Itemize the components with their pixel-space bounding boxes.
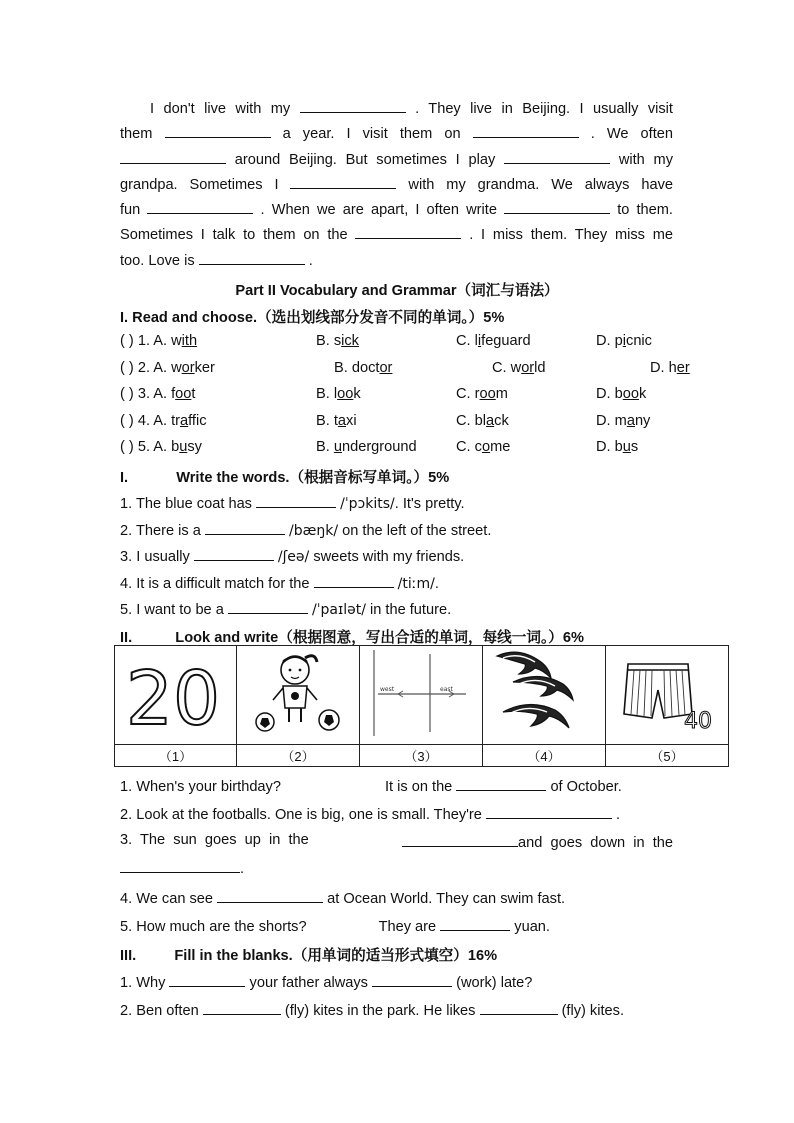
question-text: in the future. (365, 602, 452, 618)
choice-row (120, 413, 673, 431)
underlined-part: o (481, 439, 491, 455)
number-outline-image (121, 648, 231, 738)
price-tag-text: 40 (684, 708, 712, 734)
passage-text: with my grandma. We always have (408, 176, 673, 193)
dolphins-image (489, 648, 599, 738)
underlined-part: oo (622, 386, 639, 402)
passage-text: fun (120, 202, 141, 219)
answer-blank[interactable] (480, 1000, 558, 1015)
underlined-part: u (333, 439, 342, 455)
answer-blank[interactable] (456, 776, 546, 791)
question-text: . (434, 575, 439, 592)
question-text: 3. The sun goes up in the (120, 832, 309, 848)
phonetic-symbol: /tiːm/ (397, 575, 435, 592)
caption-row (115, 745, 729, 767)
question-text: 3. I usually (120, 549, 190, 565)
question-number: ( ) 1. A. (120, 333, 172, 349)
word-part: C. r (456, 386, 480, 402)
section-number: I. (120, 470, 129, 486)
passage-line (120, 148, 673, 173)
look-write-row (120, 916, 550, 935)
question-number: ( ) 2. A. (120, 359, 172, 376)
answer-blank[interactable] (355, 224, 461, 239)
question-text: 1. Why (120, 975, 166, 991)
question-text: It is on the (384, 779, 453, 795)
word-part: B. (316, 439, 334, 455)
underlined-part: or (379, 359, 393, 376)
underlined-part: a (626, 412, 635, 429)
word-part: tr (171, 412, 181, 429)
part-title: Part II Vocabulary and Grammar（词汇与语法） (235, 283, 559, 299)
section-number: II. (120, 630, 133, 646)
question-text: (fly) kites. (561, 1003, 624, 1019)
section-title-text: Write the words.（根据音标写单词。）5% (176, 470, 450, 486)
option-b[interactable] (316, 439, 417, 455)
answer-blank[interactable] (473, 123, 579, 138)
word-part: t (191, 386, 196, 402)
answer-blank[interactable] (300, 98, 406, 113)
look-write-row (120, 888, 565, 907)
question-text: yuan. (514, 919, 550, 935)
picture-caption: （1） (115, 745, 237, 767)
passage-text: to them. (617, 202, 673, 219)
underlined-part: oo (479, 386, 496, 402)
question-text: . (616, 807, 621, 823)
picture-caption: （4） (483, 745, 606, 767)
phonetic-row (120, 546, 464, 565)
underlined-part: a (486, 412, 495, 429)
question-text: (fly) kites in the park. He likes (284, 1003, 476, 1019)
underlined-part: or (181, 359, 195, 376)
word-part: w (171, 359, 182, 376)
answer-blank[interactable] (228, 599, 308, 614)
picture-shorts (606, 646, 729, 745)
answer-blank[interactable] (217, 888, 323, 903)
word-part: B. doct (334, 359, 380, 376)
option-b[interactable] (316, 333, 359, 349)
word-part: B. s (316, 333, 342, 349)
question-text: 2. There is a (120, 522, 201, 539)
word-part: sy (187, 439, 202, 455)
picture-caption: （2） (237, 745, 360, 767)
passage-text: . (308, 252, 313, 269)
phonetic-symbol: /ˈpaɪlət/ (311, 602, 366, 618)
option-b[interactable] (316, 386, 361, 402)
passage-line (120, 223, 673, 248)
passage-text: I don't live with my (150, 101, 291, 117)
word-part: b (171, 439, 180, 455)
underlined-part: i (622, 333, 627, 349)
underlined-part: oo (175, 386, 192, 402)
answer-blank[interactable] (504, 149, 610, 164)
word-part: feguard (481, 333, 531, 349)
word-part: D. m (596, 412, 627, 429)
question-text: 4. We can see (120, 891, 214, 907)
section-read-choose-title: I. Read and choose.（选出划线部分发音不同的单词。）5% (120, 310, 505, 326)
word-part: xi (346, 412, 357, 429)
question-text: . It's pretty. (394, 496, 465, 512)
phonetic-row (120, 520, 491, 539)
underlined-part: or (521, 359, 535, 376)
passage-text: Sometimes I talk to them on the (120, 227, 348, 244)
passage-text: . I miss them. They miss me (469, 227, 673, 244)
passage-line (120, 122, 673, 147)
blank-group (402, 832, 673, 851)
answer-blank[interactable] (504, 199, 610, 214)
look-write-row-continued: . (120, 858, 244, 877)
word-part: ny (634, 412, 651, 429)
answer-blank[interactable] (120, 149, 226, 164)
question-text: 5. I want to be a (120, 602, 224, 618)
phonetic-row (120, 599, 451, 618)
passage-line (120, 173, 673, 198)
option-a[interactable] (120, 439, 202, 455)
question-number: ( ) 5. A. (120, 439, 172, 455)
question-text: on the left of the street. (338, 522, 492, 539)
question-text: 1. When's your birthday? (120, 779, 281, 795)
fill-blank-row (120, 1000, 624, 1019)
option-d[interactable] (596, 439, 638, 455)
answer-blank[interactable] (256, 493, 336, 508)
answer-blank[interactable] (372, 972, 452, 987)
question-text: 2. Ben often (120, 1003, 199, 1019)
answer-blank[interactable] (165, 123, 271, 138)
section-title-text: Fill in the blanks.（用单词的适当形式填空）16% (174, 948, 498, 964)
option-a[interactable] (120, 333, 197, 349)
underlined-part: a (337, 412, 347, 429)
choice-row (120, 439, 673, 457)
question-text: 1. The blue coat has (120, 496, 252, 512)
passage-line (120, 198, 673, 223)
underlined-part: ith (181, 333, 198, 349)
word-part: ffic (188, 412, 207, 429)
section-look-write-title (120, 626, 584, 647)
question-number: ( ) 4. A. (120, 412, 172, 429)
phonetic-symbol: /bæŋk/ (288, 522, 339, 539)
question-text: 2. Look at the footballs. One is big, one is small. They're (120, 807, 482, 823)
option-c[interactable] (492, 360, 546, 376)
answer-blank[interactable] (169, 972, 245, 987)
answer-blank[interactable] (147, 199, 253, 214)
word-part: C. w (492, 359, 522, 376)
picture-number-twenty (115, 646, 237, 745)
option-d[interactable] (596, 333, 652, 349)
word-part: C. c (456, 439, 482, 455)
question-text: (work) late? (456, 975, 533, 991)
phonetic-row (120, 493, 465, 512)
question-text: your father always (249, 975, 368, 991)
word-part: k (639, 386, 647, 402)
answer-blank[interactable] (290, 174, 396, 189)
section-title-text: Look and write（根据图意，写出合适的单词，每线一词。）6% (175, 630, 584, 646)
word-part: m (495, 386, 508, 402)
answer-blank[interactable] (199, 250, 305, 265)
passage-line (120, 249, 673, 274)
section-write-words-title (120, 466, 449, 487)
passage-text: them (120, 126, 153, 143)
phonetic-symbol: /ʃeə/ (277, 549, 310, 565)
option-d[interactable] (650, 360, 690, 376)
question-text: They are (378, 919, 437, 935)
answer-blank[interactable] (205, 520, 285, 535)
passage-text: . We often (590, 126, 674, 143)
word-part: s (630, 439, 639, 455)
option-d[interactable] (596, 386, 646, 402)
word-part: nderground (341, 439, 417, 455)
word-part: me (490, 439, 511, 455)
underlined-part: u (179, 439, 188, 455)
section-number: III. (120, 948, 137, 964)
word-part: ck (494, 412, 509, 429)
passage-line (120, 97, 673, 122)
passage-text: around Beijing. But sometimes I play (234, 151, 496, 168)
passage-text: a year. I visit them on (282, 126, 461, 143)
picture-caption: （5） (606, 745, 729, 767)
picture-compass (360, 646, 483, 745)
word-part: D. b (596, 386, 623, 402)
word-part: C. bl (456, 412, 487, 429)
look-write-row (120, 832, 673, 851)
picture-girl-footballs (237, 646, 360, 745)
underlined-part: oo (337, 386, 354, 402)
question-text: of October. (550, 779, 622, 795)
option-c[interactable] (456, 413, 509, 429)
look-write-row (120, 776, 622, 795)
shorts-image (612, 648, 722, 738)
pic-number-text: 20 (125, 655, 220, 738)
picture-caption: （3） (360, 745, 483, 767)
word-part: B. t (316, 412, 338, 429)
phonetic-row (120, 573, 439, 592)
west-east-compass-image (366, 648, 476, 738)
word-part: ld (534, 359, 546, 376)
passage (120, 97, 673, 274)
passage-text: . When we are apart, I often write (260, 202, 497, 219)
west-label: west (380, 685, 395, 693)
word-part: D. h (650, 359, 677, 376)
choice-row (120, 333, 673, 351)
answer-blank[interactable] (120, 858, 240, 873)
word-part: B. l (316, 386, 338, 402)
question-text: 5. How much are the shorts? (120, 919, 307, 935)
question-text: 4. It is a difficult match for the (120, 575, 310, 592)
picture-dolphins (483, 646, 606, 745)
phonetic-symbol: /ˈpɔkits/ (340, 496, 395, 512)
word-part: D. p (596, 333, 623, 349)
passage-text: too. Love is (120, 252, 195, 269)
fill-blank-row (120, 972, 532, 991)
picture-table (114, 645, 729, 767)
answer-blank[interactable] (402, 832, 518, 847)
option-c[interactable] (456, 386, 508, 402)
answer-blank[interactable] (314, 573, 394, 588)
word-part: w (171, 333, 182, 349)
word-part: ker (194, 359, 215, 376)
answer-blank[interactable] (203, 1000, 281, 1015)
underlined-part: a (180, 412, 189, 429)
option-d[interactable] (596, 413, 650, 429)
look-write-row (120, 804, 620, 823)
option-b[interactable] (334, 360, 392, 376)
word-part: C. l (456, 333, 478, 349)
question-text: sweets with my friends. (309, 549, 465, 565)
underlined-part: u (622, 439, 631, 455)
question-number: ( ) 3. A. (120, 386, 172, 402)
word-part: k (353, 386, 361, 402)
section-fill-blanks-title (120, 944, 497, 965)
passage-text: grandpa. Sometimes I (120, 176, 279, 193)
passage-text: with my (618, 151, 673, 168)
underlined-part: er (676, 359, 690, 376)
passage-text: . They live in Beijing. I usually visit (415, 101, 673, 117)
choice-row (120, 386, 673, 404)
option-c[interactable] (456, 439, 510, 455)
answer-blank[interactable] (440, 916, 510, 931)
question-text: and goes down in the (518, 835, 673, 851)
choice-row (120, 359, 690, 378)
underlined-part: ick (341, 333, 359, 349)
option-a[interactable] (120, 386, 195, 402)
option-b[interactable] (316, 413, 357, 429)
answer-blank[interactable] (486, 804, 612, 819)
word-part: D. b (596, 439, 623, 455)
answer-blank[interactable] (194, 546, 274, 561)
east-label: east (440, 685, 453, 693)
word-part: cnic (626, 333, 652, 349)
option-a[interactable] (120, 413, 207, 429)
option-a[interactable] (120, 360, 215, 376)
girl-with-footballs-image (243, 648, 353, 738)
question-text: at Ocean World. They can swim fast. (327, 891, 566, 907)
underlined-part: i (477, 333, 482, 349)
word-part: f (171, 386, 176, 402)
option-c[interactable] (456, 333, 531, 349)
